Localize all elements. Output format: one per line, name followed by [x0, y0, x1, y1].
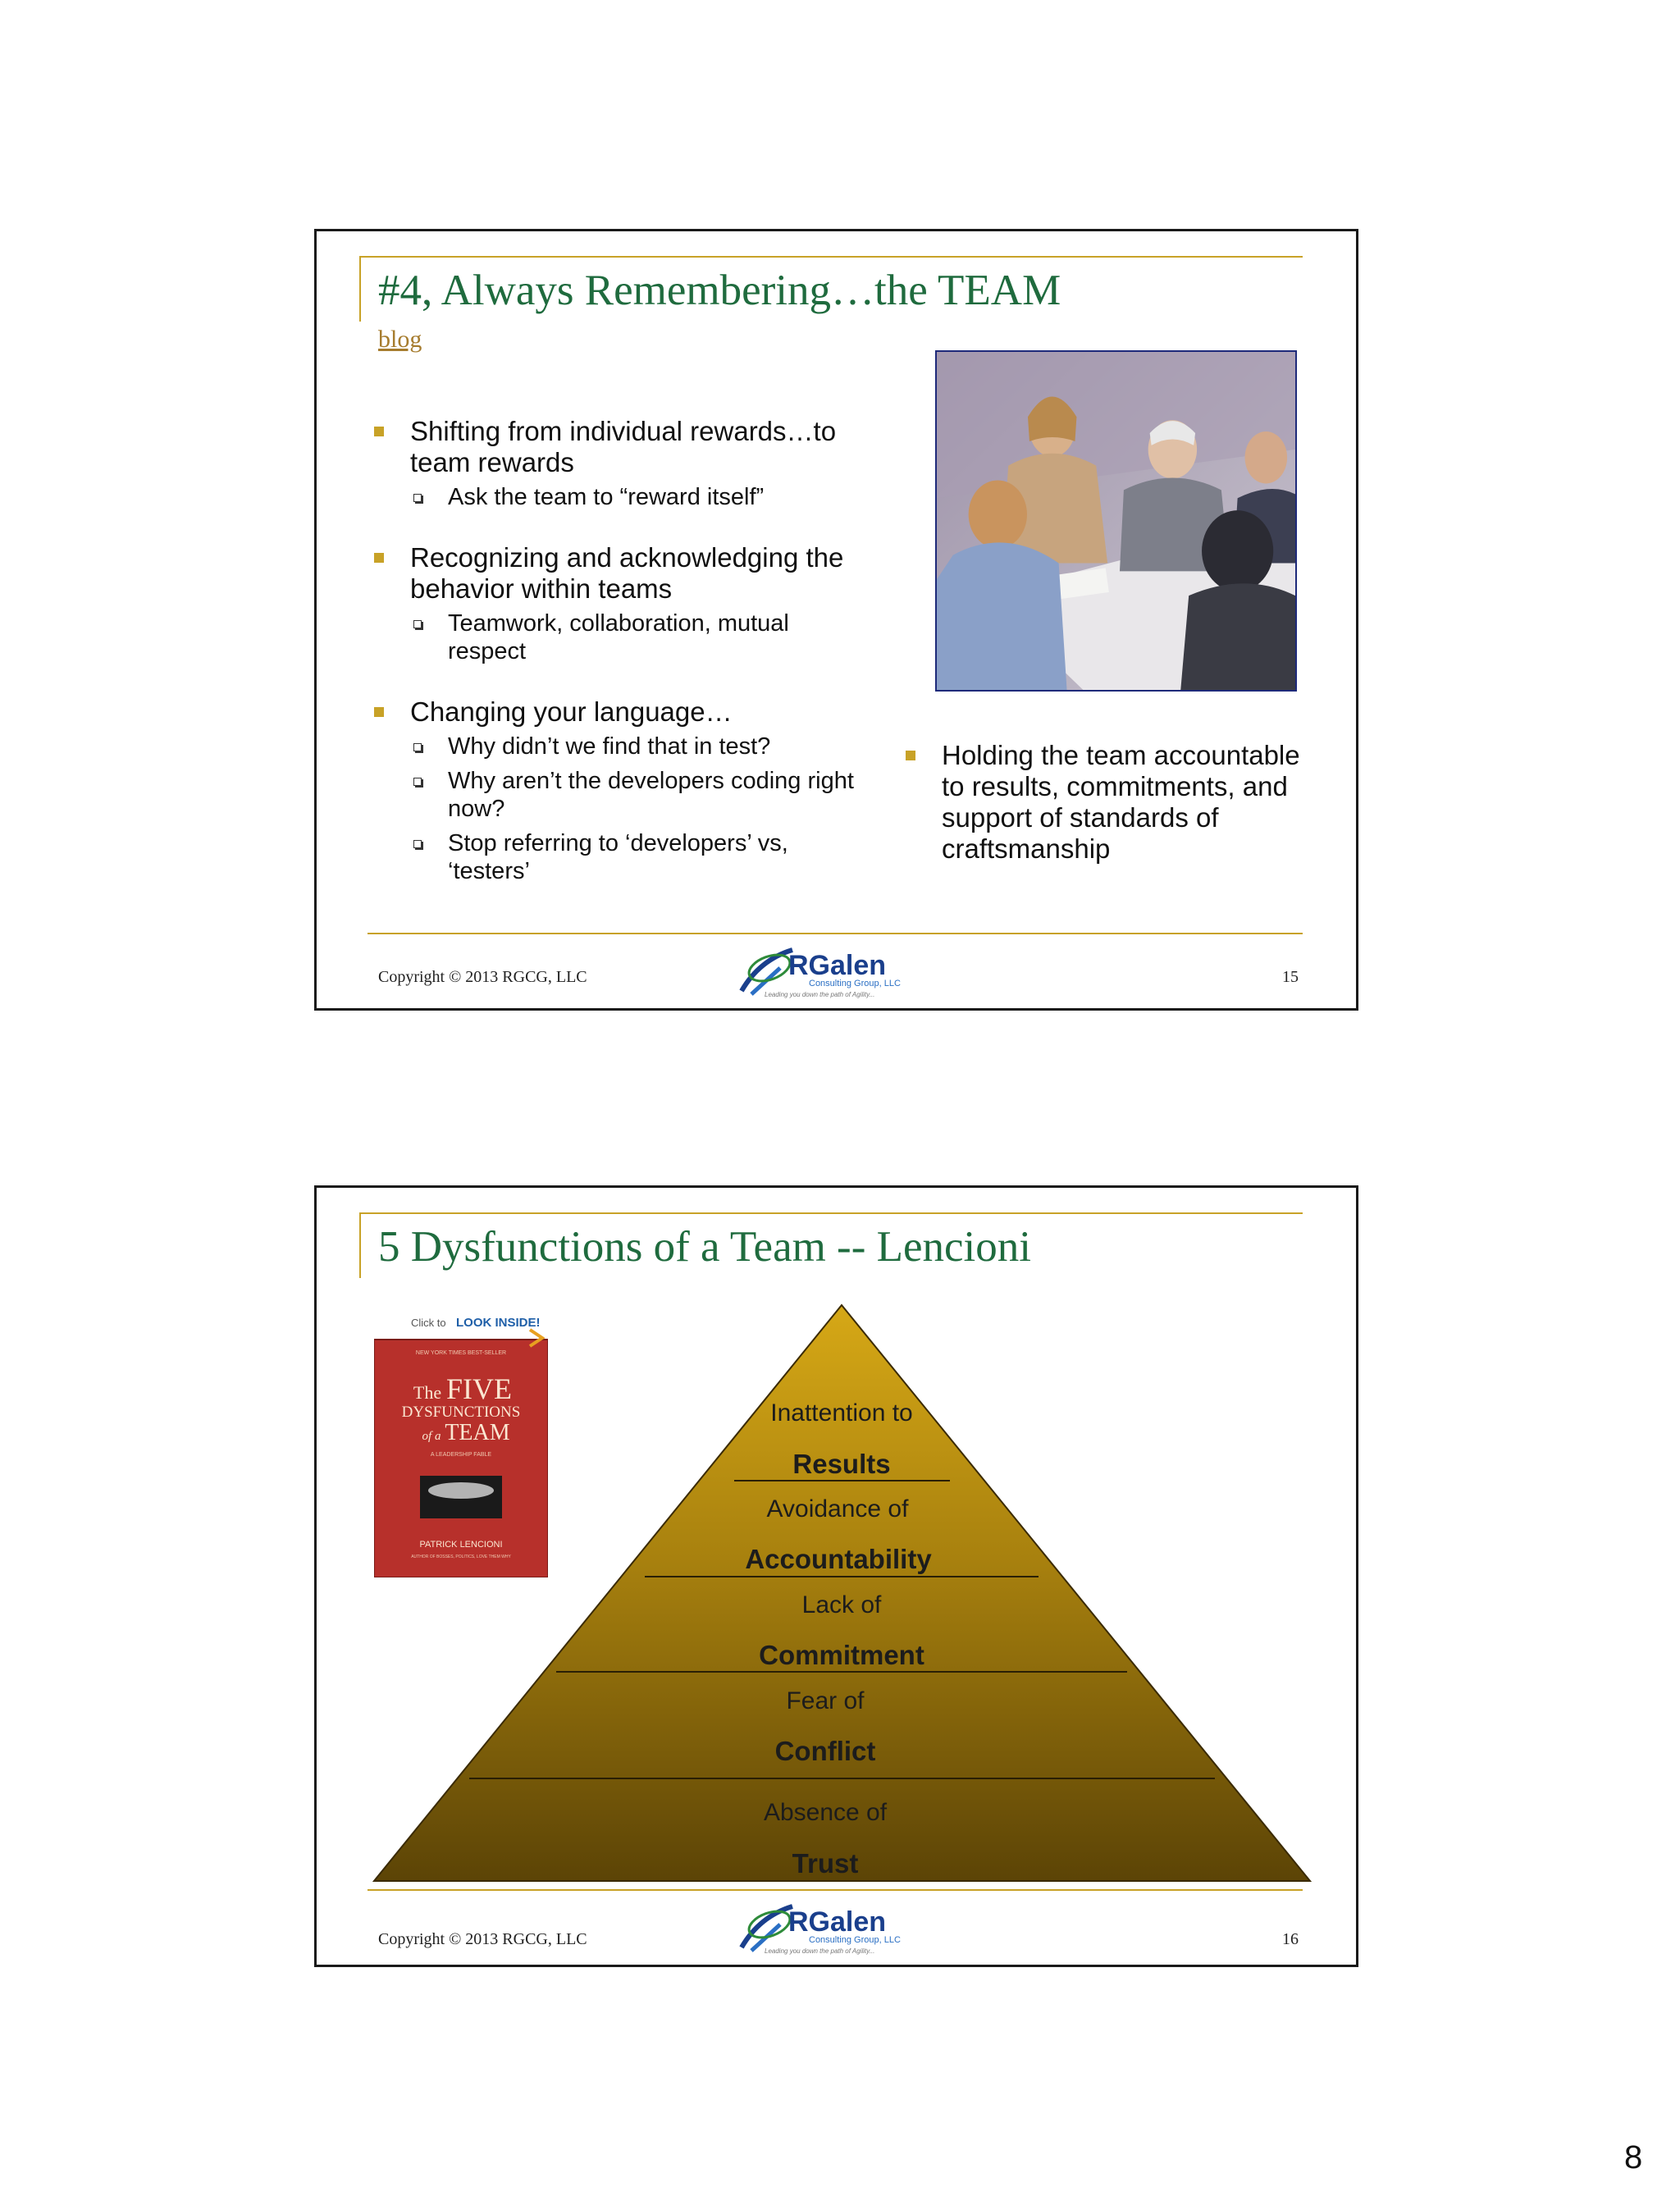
slide-title: 5 Dysfunctions of a Team -- Lencioni [378, 1223, 1031, 1271]
logo-tagline: Leading you down the path of Agility... [765, 1947, 875, 1955]
right-bullet-list [899, 740, 1326, 865]
book-cover-image[interactable] [374, 1315, 548, 1577]
sub-bullet-list [410, 733, 860, 885]
book-title-five: FIVE [446, 1372, 512, 1405]
pyramid-level-prefix: Fear of [786, 1687, 865, 1714]
pyramid-level-prefix: Inattention to [770, 1399, 913, 1427]
copyright: Copyright © 2013 RGCG, LLC [378, 968, 587, 986]
bullet-text: Holding the team accountable to results, commitments, and support of standards of craftsmanship [942, 740, 1300, 864]
book-title-dysfunctions: DYSFUNCTIONS [401, 1404, 521, 1421]
logo-name: RGalen [788, 950, 887, 981]
logo-name: RGalen [788, 1906, 887, 1938]
bullet-text: Recognizing and acknowledging the behavior within teams [410, 542, 844, 604]
blog-link[interactable]: blog [378, 326, 422, 353]
rgalen-logo [735, 1900, 915, 1957]
slide-number: 16 [1282, 1930, 1299, 1948]
bullet-item [899, 740, 1326, 865]
book-title-of-a: of a [422, 1430, 441, 1443]
sub-bullet-item: Why didn’t we find that in test? [410, 733, 860, 760]
book-author-sub: AUTHOR OF BOSSES, POLITICS, LOVE THEM WHY [411, 1554, 511, 1559]
slide-15 [314, 229, 1358, 1011]
slide-16 [314, 1185, 1358, 1967]
pyramid-level-name: Conflict [774, 1736, 876, 1766]
pyramid-level-prefix: Absence of [763, 1799, 888, 1826]
pyramid-level-name: Trust [792, 1848, 859, 1879]
logo-subtitle: Consulting Group, LLC [809, 979, 901, 988]
copyright: Copyright © 2013 RGCG, LLC [378, 1930, 587, 1948]
footer-rule [368, 1889, 1303, 1891]
page-number: 8 [1624, 2139, 1643, 2175]
sub-bullet-item: Teamwork, collaboration, mutual respect [410, 609, 860, 665]
bullet-item [368, 696, 860, 885]
slide-number: 15 [1282, 968, 1299, 986]
bullet-list [368, 416, 860, 892]
sub-bullet-item: Why aren’t the developers coding right now? [410, 767, 860, 823]
team-meeting-photo [935, 350, 1297, 692]
pyramid-level-name: Accountability [745, 1544, 932, 1574]
sub-bullet-list [410, 483, 860, 511]
title-rule [359, 256, 1303, 258]
pyramid-level-prefix: Avoidance of [766, 1495, 909, 1522]
slide-title: #4, Always Remembering…the TEAM [378, 267, 1061, 314]
book-banner-prefix: Click to [411, 1317, 446, 1329]
bullet-item [368, 542, 860, 665]
book-title-the: The [413, 1382, 442, 1403]
book-title-team: TEAM [445, 1420, 510, 1445]
sub-bullet-item: Ask the team to “reward itself” [410, 483, 860, 511]
pyramid-level-name: Commitment [759, 1640, 924, 1670]
bullet-text: Shifting from individual rewards…to team rewards [410, 416, 837, 477]
logo-tagline: Leading you down the path of Agility... [765, 991, 875, 998]
title-rule-left [359, 256, 361, 322]
bullet-text: Changing your language… [410, 696, 733, 727]
sub-bullet-list [410, 609, 860, 665]
book-subtitle: A LEADERSHIP FABLE [430, 1452, 492, 1458]
logo-subtitle: Consulting Group, LLC [809, 1935, 901, 1945]
book-banner-highlight: LOOK INSIDE! [456, 1316, 541, 1330]
pyramid-level-prefix: Lack of [801, 1591, 882, 1618]
pyramid-level-name: Results [792, 1449, 891, 1479]
book-top-text: NEW YORK TIMES BEST-SELLER [415, 1350, 507, 1356]
sub-bullet-item: Stop referring to ‘developers’ vs, ‘testers’ [410, 829, 860, 885]
footer-rule [368, 933, 1303, 934]
bullet-item [368, 416, 860, 511]
book-author: PATRICK LENCIONI [419, 1540, 503, 1550]
rgalen-logo [735, 943, 915, 1001]
